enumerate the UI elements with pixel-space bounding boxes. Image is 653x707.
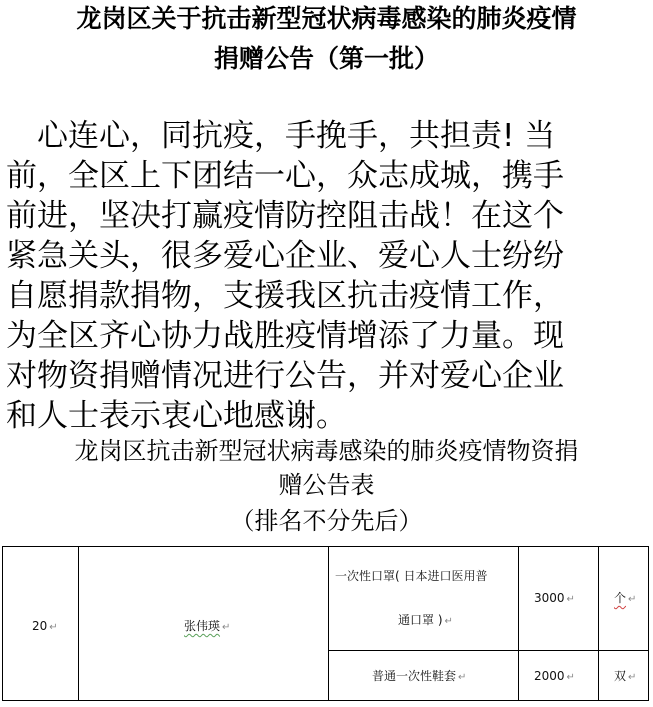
paragraph-line: 前，全区上下团结一心，众志成城，携手 <box>6 158 564 194</box>
table-col-divider <box>598 546 599 701</box>
table-cell-index: 20 ↵ <box>32 619 58 633</box>
table-border-right <box>648 546 649 701</box>
table-title-line-2: 赠公告表 <box>278 471 375 499</box>
table-border-left <box>2 546 3 701</box>
table-col-divider <box>78 546 79 701</box>
table-cell-quantity: 3000 ↵ <box>534 591 575 605</box>
table-cell-unit: 双 ↵ <box>614 669 637 683</box>
table-cell-unit: 个 ↵ <box>614 591 637 605</box>
table-col-divider <box>328 546 329 701</box>
paragraph-line: 前进，坚决打赢疫情防控阻击战！在这个 <box>6 198 564 234</box>
table-cell-item-name: 一次性口罩( 日本进口医用普 <box>335 569 488 583</box>
document-title-line-1: 龙岗区关于抗击新型冠状病毒感染的肺炎疫情 <box>76 4 577 33</box>
table-border-bottom <box>2 700 649 701</box>
paragraph-line: 紧急关头，很多爱心企业、爱心人士纷纷 <box>6 238 564 274</box>
paragraph-line: 心连心，同抗疫，手挽手，共担责! 当 <box>6 118 556 154</box>
paragraph-line: 自愿捐款捐物，支援我区抗击疫情工作， <box>6 278 564 314</box>
table-border-top <box>2 546 649 547</box>
table-cell-item-name: 普通一次性鞋套 ↵ <box>372 669 467 683</box>
table-col-divider <box>518 546 519 701</box>
table-cell-item-name: 通口罩 ) ↵ <box>398 613 453 627</box>
table-row-divider <box>328 650 649 651</box>
paragraph-line: 为全区齐心协力战胜疫情增添了力量。现 <box>6 318 564 354</box>
document-title-line-2: 捐赠公告（第一批） <box>213 44 439 73</box>
table-cell-quantity: 2000 ↵ <box>534 669 575 683</box>
table-note: （排名不分先后） <box>230 507 423 535</box>
paragraph-line: 和人士表示衷心地感谢。 <box>6 398 347 434</box>
table-cell-donor: 张伟瑛 ↵ <box>184 619 231 633</box>
paragraph-line: 对物资捐赠情况进行公告，并对爱心企业 <box>6 358 564 394</box>
donation-table <box>2 546 649 701</box>
table-title-line-1: 龙岗区抗击新型冠状病毒感染的肺炎疫情物资捐 <box>74 437 579 465</box>
